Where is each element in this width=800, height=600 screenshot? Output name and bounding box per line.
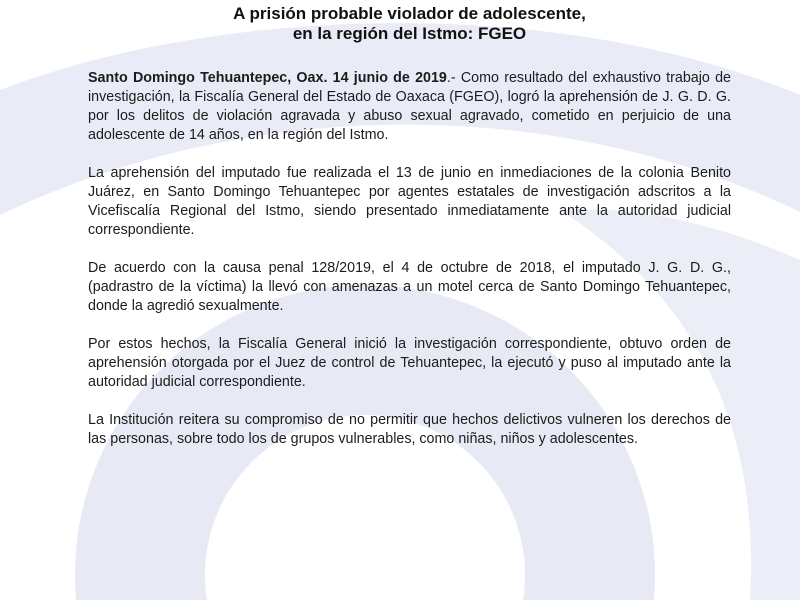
paragraph-commitment: La Institución reitera su compromiso de no permitir que hechos delictivos vulneren los derechos de las personas, sobre todo los de grupos vulnerables, como niñas, niños y adolescentes. (88, 412, 731, 447)
paragraph-case: De acuerdo con la causa penal 128/2019, el 4 de octubre de 2018, el imputado J. G. D. G., (padrastro de la víctima) la llevó con amenazas a un motel cerca de Santo Domingo Tehuantepec, donde la agredió sexualmente. (88, 260, 731, 314)
paragraph-dateline (88, 69, 731, 145)
headline-line-1: A prisión probable violador de adolescente, (233, 4, 586, 23)
paragraph-1-text: .- Como resultado del exhaustivo trabajo de investigación, la Fiscalía General del Estado de Oaxaca (FGEO), logró la aprehensión de J. G. D. G. por los delitos de violación agravada y abuso sexual agravado, cometido en perjuicio de una adolescente de 14 años, en la región del Istmo. (88, 70, 731, 143)
headline (88, 0, 731, 44)
headline-line-2: en la región del Istmo: FGEO (292, 24, 527, 43)
paragraph-investigation: Por estos hechos, la Fiscalía General inició la investigación correspondiente, obtuvo orden de aprehensión otorgada por el Juez de control de Tehuantepec, la ejecutó y puso al imputado ante la autoridad judicial correspondiente. (88, 336, 731, 390)
paragraph-arrest: La aprehensión del imputado fue realizada el 13 de junio en inmediaciones de la colonia Benito Juárez, en Santo Domingo Tehuantepec por agentes estatales de investigación adscritos a la Vicefiscalía Regional del Istmo, siendo presentado inmediatamente ante la autoridad judicial correspondiente. (88, 165, 731, 238)
dateline: Santo Domingo Tehuantepec, Oax. 14 junio de 2019 (88, 70, 447, 86)
